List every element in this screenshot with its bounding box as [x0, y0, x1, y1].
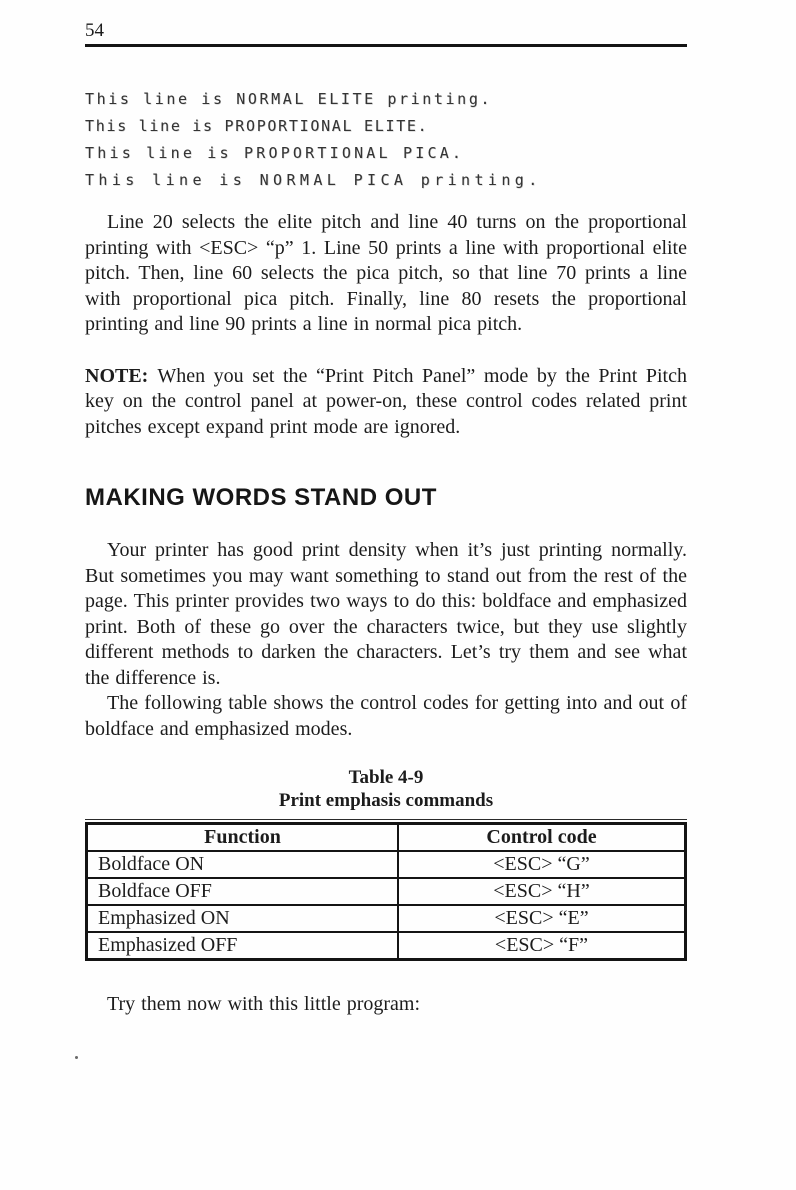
printer-output-sample — [85, 86, 687, 194]
scan-artifact-dot — [75, 1056, 78, 1059]
table-top-thin-rule — [85, 819, 687, 820]
table-header-row — [87, 824, 686, 852]
printer-line-normal-elite: This line is NORMAL ELITE printing. — [85, 90, 493, 108]
page-number: 54 — [85, 20, 104, 41]
printer-line-proportional-elite: This line is PROPORTIONAL ELITE. — [85, 117, 429, 135]
paragraph-note — [85, 364, 687, 441]
control-code-cell: <ESC> “H” — [398, 878, 686, 905]
table-row-boldface-off — [87, 878, 686, 905]
table-container — [85, 819, 687, 961]
control-code-cell: <ESC> “E” — [398, 905, 686, 932]
printer-line-normal-pica: This line is NORMAL PICA printing. — [85, 171, 542, 189]
function-cell: Boldface OFF — [87, 878, 398, 905]
header-rule — [85, 44, 687, 47]
page-content — [85, 20, 687, 1018]
table-caption — [85, 766, 687, 812]
paragraph-closing: Try them now with this little program: — [107, 993, 421, 1015]
paragraph-pitch-explanation: Line 20 selects the elite pitch and line 40 turns on the proportional printing with <ESC> “p” 1. Line 50 prints a line with proportional elite pitch. Then, line 60 selects the pica pitch, so that line 70 prints a line with proportional pica pitch. Finally, line 80 resets the proportional printing and line 90 prints a line in normal pica pitch. — [85, 211, 687, 335]
note-label: NOTE: — [85, 364, 149, 387]
function-cell: Emphasized OFF — [87, 932, 398, 960]
table-row-emphasized-off — [87, 932, 686, 960]
paragraph-intro: Your printer has good print density when it’s just printing normally. But sometimes you may want something to stand out from the rest of the page. This printer provides two ways to do this: boldface and emphasized print. Both of these go over the characters twice, but they use slightly different methods to darken the characters. Let’s try them and see what the difference is. — [85, 539, 687, 689]
print-emphasis-table — [85, 822, 687, 961]
control-code-cell: <ESC> “F” — [398, 932, 686, 960]
table-row-boldface-on — [87, 851, 686, 878]
paragraph-table-intro: The following table shows the control codes for getting into and out of boldface and emphasized modes. — [85, 692, 687, 740]
control-code-cell: <ESC> “G” — [398, 851, 686, 878]
function-cell: Boldface ON — [87, 851, 398, 878]
function-cell: Emphasized ON — [87, 905, 398, 932]
table-caption-subtitle: Print emphasis commands — [278, 790, 494, 811]
printer-line-proportional-pica: This line is PROPORTIONAL PICA. — [85, 144, 465, 162]
table-header-function: Function — [87, 824, 398, 852]
section-heading: MAKING WORDS STAND OUT — [85, 484, 437, 511]
note-body: When you set the “Print Pitch Panel” mode by the Print Pitch key on the control panel at power-on, these control codes related print pitches except expand print mode are ignored. — [85, 364, 687, 438]
table-caption-title: Table 4-9 — [348, 767, 424, 788]
table-header-control-code: Control code — [398, 824, 686, 852]
table-row-emphasized-on — [87, 905, 686, 932]
